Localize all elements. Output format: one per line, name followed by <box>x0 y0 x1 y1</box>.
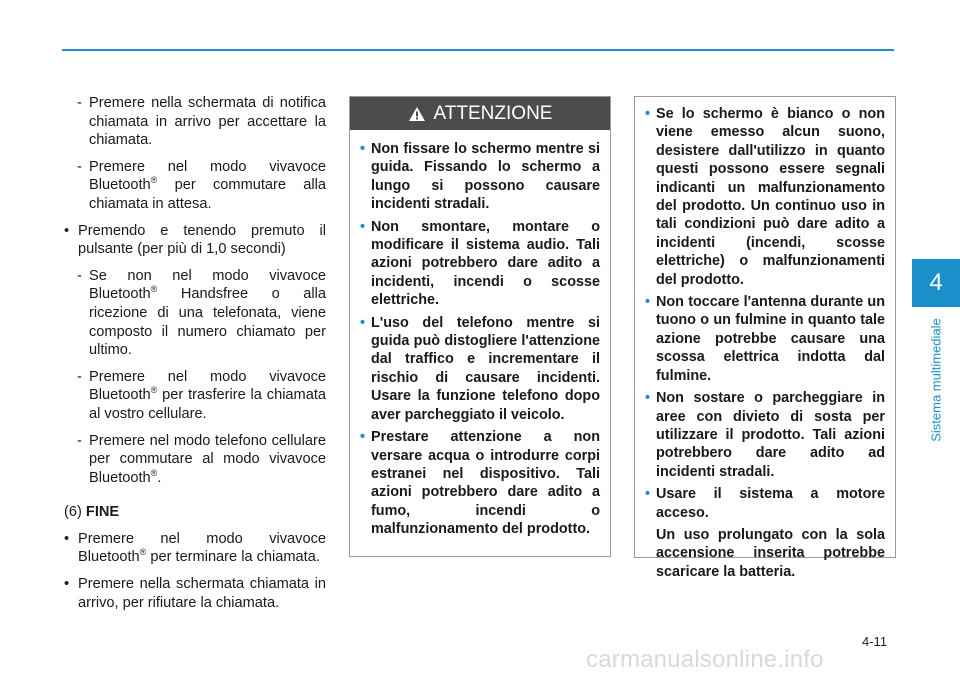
list-item: • Premendo e tenendo premuto il pulsante (per più di 1,0 secondi) <box>64 222 326 258</box>
body-text-column <box>64 94 326 620</box>
list-item: - Premere nel modo telefono cellulare per commutare al modo vivavoce Bluetooth®. <box>77 432 326 486</box>
warning-title: ATTENZIONE <box>433 102 553 124</box>
warning-item: • L'uso del telefono mentre si guida può distogliere l'attenzione dal traffico e incrementare il rischio di causare incidenti. Usare la funzione telefono dopo aver parcheggiato il veicolo. <box>360 314 600 423</box>
warning-item: • Se lo schermo è bianco o non viene emesso alcun suono, desistere dall'utilizzo in quanto questi possono essere segnali indicanti un malfunzionamento del prodotto. Un continuo uso in tali condizioni può dare adito a incidenti (incendi, scosse elettriche) o malfunzionamenti del prodotto. <box>645 106 885 288</box>
warning-triangle-icon <box>408 106 426 122</box>
list-item: - Premere nel modo vivavoce Bluetooth® per commutare alla chiamata in attesa. <box>77 158 326 212</box>
warning-box <box>349 96 611 557</box>
list-item: • Premere nel modo vivavoce Bluetooth® per terminare la chiamata. <box>64 530 326 566</box>
warning-item: • Non fissare lo schermo mentre si guida. Fissando lo schermo a lungo si possono causare incidenti stradali. <box>360 141 600 213</box>
top-rule <box>62 49 894 51</box>
warning-item: • Prestare attenzione a non versare acqua o introdurre corpi estranei nel dispositivo. Tali azioni potrebbero dare adito a fumo, incendi o malfunzionamento del prodotto. <box>360 429 600 538</box>
warning-body <box>350 130 610 539</box>
warning-item: • Non smontare, montare o modificare il sistema audio. Tali azioni potrebbero dare adito a incidenti, incendi o scosse elettriche. <box>360 218 600 309</box>
warning-item: • Non toccare l'antenna durante un tuono o un fulmine in quanto tale azione potrebbe causare una scossa elettrica indotta dal fulmine. <box>645 294 885 384</box>
page-number: 4-11 <box>862 634 888 649</box>
section-tab: 4 <box>912 259 960 307</box>
list-item: - Premere nel modo vivavoce Bluetooth® per trasferire la chiamata al vostro cellulare. <box>77 368 326 422</box>
warning-item: • Usare il sistema a motore acceso. <box>645 486 885 521</box>
section-title: Sistema multimediale <box>928 318 944 442</box>
warning-note: Un uso prolungato con la sola accensione inserita potrebbe scaricare la batteria. <box>656 526 885 580</box>
list-item: - Premere nella schermata di notifica chiamata in arrivo per accettare la chiamata. <box>77 95 326 149</box>
list-item: - Se non nel modo vivavoce Bluetooth® Handsfree o alla ricezione di una telefonata, viene composto il numero chiamato per ultimo. <box>77 267 326 359</box>
warning-header <box>350 97 610 130</box>
warning-box-continued <box>634 96 896 580</box>
warning-item: • Non sostare o parcheggiare in aree con divieto di sosta per utilizzare il prodotto. Tali azioni potrebbero dare adito ad incidenti stradali. <box>645 390 885 480</box>
list-item: • Premere nella schermata chiamata in arrivo, per rifiutare la chiamata. <box>64 576 326 611</box>
section-heading: (6) FINE <box>64 504 120 521</box>
watermark: carmanualsonline.info <box>586 646 824 673</box>
